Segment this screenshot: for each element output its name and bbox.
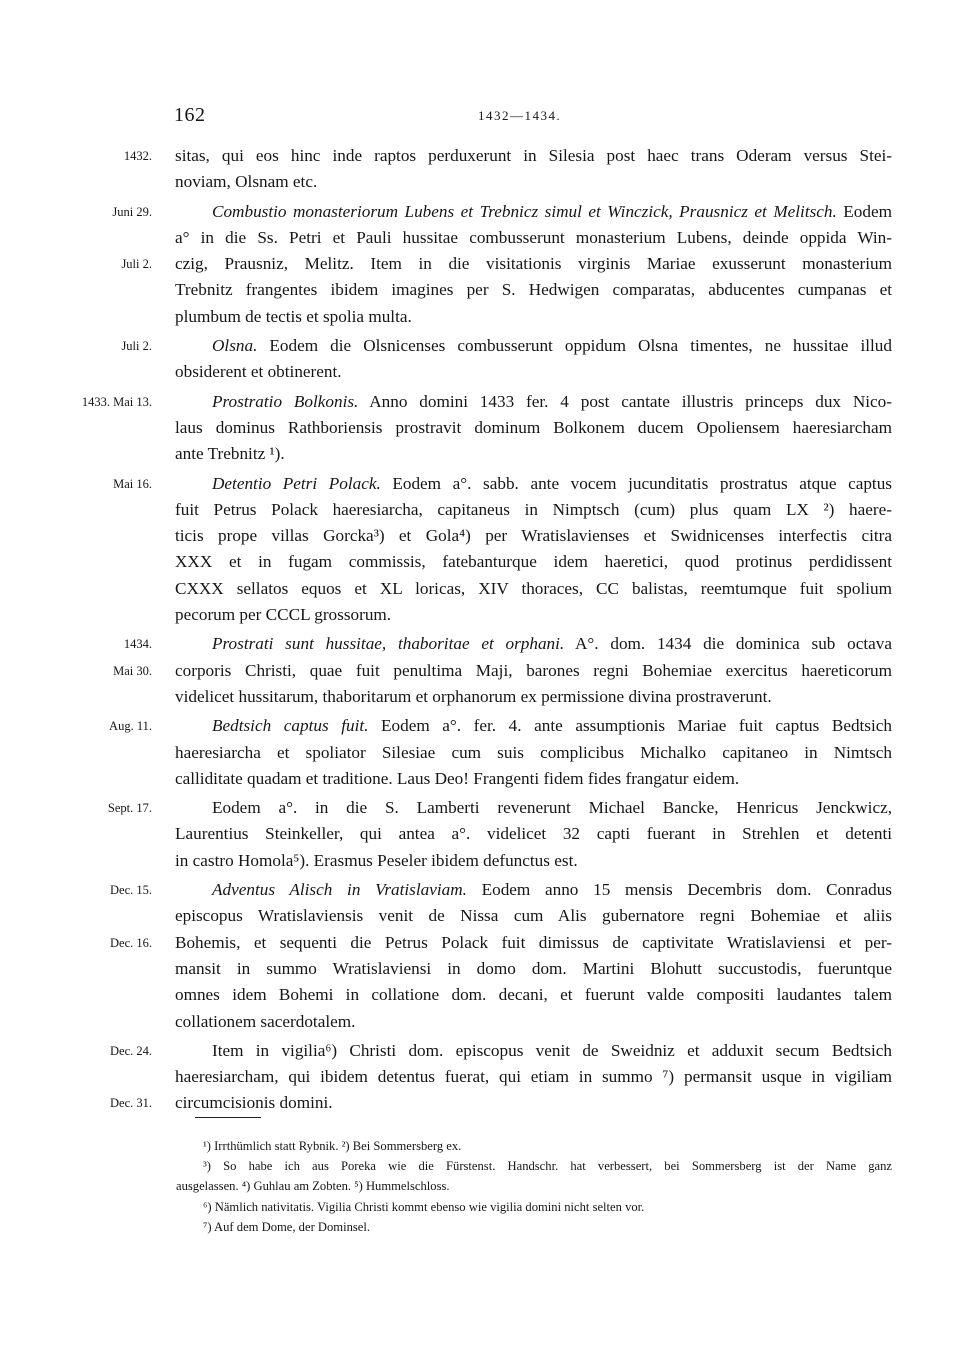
text-line xyxy=(0,877,960,903)
section-title: Adventus Alisch in Vratislaviam. xyxy=(212,880,467,900)
text-line xyxy=(0,1009,960,1035)
text-line xyxy=(0,602,960,628)
margin-date: Juli 2. xyxy=(121,339,152,354)
line-content: Anno domini 1433 fer. 4 post cantate illustris princeps dux Nico- xyxy=(358,391,892,411)
text-line xyxy=(0,903,960,929)
line-text xyxy=(212,631,892,657)
text-line xyxy=(0,441,960,467)
line-text xyxy=(212,877,892,903)
line-text xyxy=(175,549,892,575)
margin-date: Sept. 17. xyxy=(107,801,152,816)
line-content: noviam, Olsnam etc. xyxy=(175,172,318,192)
text-line xyxy=(0,576,960,602)
line-text xyxy=(212,471,892,497)
line-content: fuit Petrus Polack haeresiarcha, capitaneus in Nimptsch (cum) plus quam LX ²) haere- xyxy=(175,499,892,519)
line-content: corporis Christi, quae fuit penultima Maji, barones regni Bohemiae exercitus haereticorum xyxy=(175,660,892,680)
section-title: Detentio Petri Polack. xyxy=(212,473,381,493)
text-line xyxy=(0,956,960,982)
page-number: 162 xyxy=(174,104,206,126)
line-content: Eodem die Olsnicenses combusserunt oppidum Olsna timentes, ne hussitae illud xyxy=(257,336,892,356)
margin-date: Dec. 31. xyxy=(110,1096,152,1111)
line-text xyxy=(175,576,892,602)
text-line xyxy=(0,143,960,169)
text-line xyxy=(0,333,960,359)
line-text xyxy=(212,333,892,359)
footnote-text: ⁶) Nämlich nativitatis. Vigilia Christi kommt ebenso wie vigilia domini nicht selten vor. xyxy=(203,1199,645,1214)
text-line xyxy=(0,766,960,792)
line-content: XXX et in fugam commissis, fatebanturque idem haeretici, quod protinus perdidissent xyxy=(175,552,892,572)
margin-date: Dec. 16. xyxy=(110,935,152,950)
margin-date: Mai 30. xyxy=(113,663,152,678)
line-content: pecorum per CCCL grossorum. xyxy=(175,605,392,625)
margin-date: Juni 29. xyxy=(112,204,152,219)
footnote xyxy=(0,1156,960,1176)
line-text xyxy=(175,143,892,169)
line-text xyxy=(175,359,892,385)
footnote-text: ausgelassen. ⁴) Guhlau am Zobten. ⁵) Hummelschloss. xyxy=(176,1179,450,1194)
line-content: in castro Homola⁵). Erasmus Peseler ibidem defunctus est. xyxy=(175,850,578,870)
text-line xyxy=(0,199,960,225)
line-content: a° in die Ss. Petri et Pauli hussitae combusserunt monasterium Lubens, deinde oppida Win- xyxy=(175,227,892,247)
line-content: laus dominus Rathboriensis prostravit dominum Bolkonem ducem Opoliensem haeresiarcham xyxy=(175,417,892,437)
text-line xyxy=(0,471,960,497)
line-content: Laurentius Steinkeller, qui antea a°. videlicet 32 capti fuerant in Strehlen et detenti xyxy=(175,824,892,844)
line-text xyxy=(175,930,892,956)
line-text xyxy=(212,713,892,739)
text-line xyxy=(0,930,960,956)
text-line xyxy=(0,549,960,575)
line-content: Eodem a°. fer. 4. ante assumptionis Mariae fuit captus Bedtsich xyxy=(368,716,892,736)
line-content: CXXX sellatos equos et XL loricas, XIV thoraces, CC balistas, reemtumque fuit spolium xyxy=(175,578,892,598)
line-text xyxy=(175,848,892,874)
text-line xyxy=(0,821,960,847)
section-title: Olsna. xyxy=(212,336,258,356)
section-title: Combustio monasteriorum Lubens et Trebnicz simul et Winczick, Prausnicz et Melitsch. xyxy=(212,201,837,221)
line-content: omnes idem Bohemi in collatione dom. decani, et fuerunt valde compositi laudantes talem xyxy=(175,985,892,1005)
footnote-text: ³) So habe ich aus Poreka wie die Fürstenst. Handschr. hat verbessert, bei Sommersberg ist der Name ganz xyxy=(203,1159,892,1174)
line-content: Eodem xyxy=(836,201,892,221)
text-line xyxy=(0,169,960,195)
line-text xyxy=(212,389,892,415)
page-header xyxy=(0,104,960,130)
line-text xyxy=(175,169,892,195)
margin-date: Dec. 15. xyxy=(110,883,152,898)
text-line xyxy=(0,359,960,385)
line-content: haeresiarcham, qui ibidem detentus fuerat, qui etiam in summo ⁷) permansit usque in vigiliam xyxy=(175,1067,892,1087)
line-content: Trebnitz frangentes ibidem imagines per S. Hedwigen comparatas, abducentes cumpanas et xyxy=(175,280,892,300)
text-line xyxy=(0,848,960,874)
line-content: Item in vigilia⁶) Christi dom. episcopus venit de Sweidniz et adduxit secum Bedtsich xyxy=(212,1040,892,1060)
text-line xyxy=(0,982,960,1008)
text-line xyxy=(0,415,960,441)
line-content: circumcisionis domini. xyxy=(175,1093,333,1113)
section-title: Prostratio Bolkonis. xyxy=(212,391,359,411)
line-text xyxy=(175,1090,892,1116)
text-line xyxy=(0,1090,960,1116)
line-text xyxy=(175,441,892,467)
line-text xyxy=(175,415,892,441)
line-content: calliditate quadam et traditione. Laus Deo! Frangenti fidem fides frangatur eidem. xyxy=(175,768,740,788)
line-text xyxy=(175,225,892,251)
running-head: 1432—1434. xyxy=(478,108,562,123)
margin-date: Mai 16. xyxy=(113,476,152,491)
text-line xyxy=(0,304,960,330)
margin-date: Dec. 24. xyxy=(110,1043,152,1058)
line-content: Bohemis, et sequenti die Petrus Polack fuit dimissus de captivitate Wratislaviensi et per- xyxy=(175,932,892,952)
line-content: ticis prope villas Gorcka³) et Gola⁴) per Wratislavienses et Swidnicenses interfectis citra xyxy=(175,526,892,546)
footnote xyxy=(0,1136,960,1156)
line-text xyxy=(175,740,892,766)
text-line xyxy=(0,631,960,657)
line-text xyxy=(175,1009,892,1035)
line-content: videlicet hussitarum, thaboritarum et orphanorum ex permissione divina prostraverunt. xyxy=(175,686,772,706)
line-text xyxy=(175,523,892,549)
line-content: ante Trebnitz ¹). xyxy=(175,444,285,464)
text-line xyxy=(0,713,960,739)
line-content: collationem sacerdotalem. xyxy=(175,1011,356,1031)
footnote xyxy=(0,1197,960,1217)
line-text xyxy=(175,251,892,277)
text-line xyxy=(0,1064,960,1090)
margin-date: 1433. Mai 13. xyxy=(81,394,152,409)
line-text xyxy=(175,903,892,929)
text-line xyxy=(0,684,960,710)
line-content: haeresiarcha et spoliator Silesiae cum suis complicibus Michalko capitaneo in Nimtsch xyxy=(175,742,892,762)
footnotes xyxy=(0,1136,960,1237)
line-content: czig, Prausniz, Melitz. Item in die visitationis virginis Mariae exusserunt monasterium xyxy=(175,254,892,274)
text-line xyxy=(0,740,960,766)
footnote xyxy=(0,1217,960,1237)
line-content: Eodem anno 15 mensis Decembris dom. Conradus xyxy=(466,880,892,900)
line-text xyxy=(175,982,892,1008)
line-text xyxy=(212,795,892,821)
line-text xyxy=(175,684,892,710)
line-text xyxy=(175,304,892,330)
line-text xyxy=(175,277,892,303)
line-content: A°. dom. 1434 die dominica sub octava xyxy=(564,634,892,654)
line-text xyxy=(212,1038,892,1064)
text-line xyxy=(0,1038,960,1064)
margin-date: 1432. xyxy=(123,149,152,163)
line-content: mansit in summo Wratislaviensi in domo dom. Martini Blohutt succustodis, fueruntque xyxy=(175,958,892,978)
line-text xyxy=(175,658,892,684)
line-text xyxy=(175,497,892,523)
line-text xyxy=(175,766,892,792)
margin-date: Juli 2. xyxy=(121,257,152,272)
line-content: Eodem a°. sabb. ante vocem jucunditatis prostratus atque captus xyxy=(380,473,892,493)
text-line xyxy=(0,658,960,684)
footnote-rule xyxy=(195,1117,261,1118)
line-content: episcopus Wratislaviensis venit de Nissa cum Alis gubernatore regni Bohemiae et aliis xyxy=(175,906,892,926)
text-line xyxy=(0,497,960,523)
margin-date: Aug. 11. xyxy=(109,719,152,734)
footnote xyxy=(0,1176,960,1196)
margin-date: 1434. xyxy=(123,637,152,652)
text-line xyxy=(0,389,960,415)
line-text xyxy=(212,199,892,225)
line-text xyxy=(175,1064,892,1090)
section-title: Prostrati sunt hussitae, thaboritae et orphani. xyxy=(212,634,565,654)
line-content: plumbum de tectis et spolia multa. xyxy=(175,306,412,326)
text-line xyxy=(0,523,960,549)
footnote-text: ¹) Irrthümlich statt Rybnik. ²) Bei Sommersberg ex. xyxy=(203,1139,462,1153)
text-line xyxy=(0,225,960,251)
section-title: Bedtsich captus fuit. xyxy=(212,716,369,736)
line-content: Eodem a°. in die S. Lamberti revenerunt Michael Bancke, Henricus Jenckwicz, xyxy=(212,798,892,818)
text-line xyxy=(0,277,960,303)
line-text xyxy=(175,956,892,982)
main-text xyxy=(0,143,960,1117)
line-content: obsiderent et obtinerent. xyxy=(175,362,342,382)
line-content: sitas, qui eos hinc inde raptos perduxerunt in Silesia post haec trans Oderam versus Stei- xyxy=(175,146,892,165)
line-text xyxy=(175,821,892,847)
text-line xyxy=(0,251,960,277)
line-text xyxy=(175,602,892,628)
footnote-text: ⁷) Auf dem Dome, der Dominsel. xyxy=(203,1219,371,1234)
text-line xyxy=(0,795,960,821)
